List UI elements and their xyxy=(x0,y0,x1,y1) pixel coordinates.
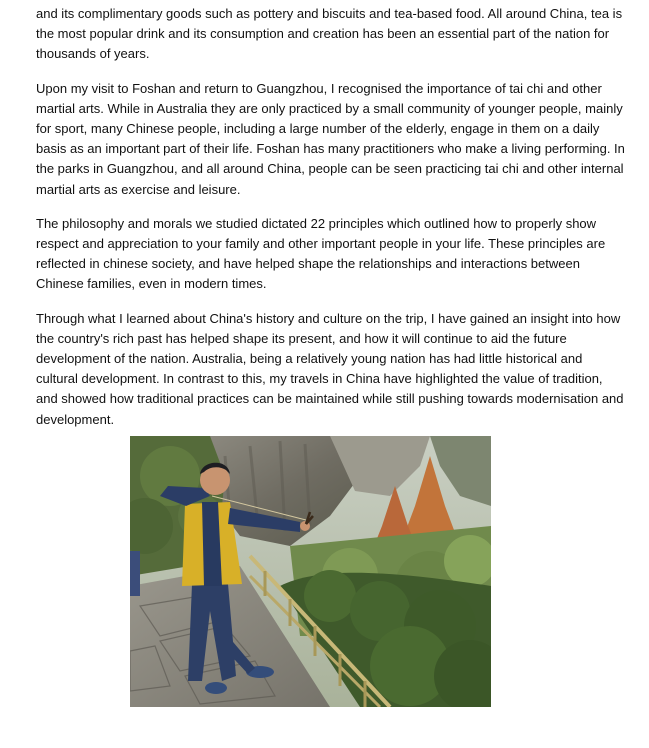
paragraph-martial-arts: Upon my visit to Foshan and return to Guangzhou, I recognised the importance of tai chi and other martial arts. While in Australia they are only practiced by a small community of younger people, mainly for sport, many Chinese people, including a large number of the elderly, engage in them on a daily basis as an important part of their life. Foshan has many practitioners who make a living performing. In the parks in Guangzhou, and all around China, people can be seen practicing tai chi and other internal martial arts as exercise and leisure. xyxy=(36,80,625,197)
document-body xyxy=(36,4,626,444)
paragraph-tea: and its complimentary goods such as pottery and biscuits and tea-based food. All around China, tea is the most popular drink and its consumption and creation has been an essential part of the nation for thousands of years. xyxy=(36,6,623,62)
photo-illustration xyxy=(130,436,491,707)
archer-photo xyxy=(130,436,491,707)
paragraph-philosophy: The philosophy and morals we studied dictated 22 principles which outlined how to properly show respect and appreciation to your family and other important people in your life. These principles are reflected in chinese society, and have helped shape the relationships and interactions between Chinese families, even in modern times. xyxy=(36,215,606,292)
paragraph-history: Through what I learned about China's history and culture on the trip, I have gained an insight into how the country's rich past has helped shape its present, and how it will continue to aid the future development of the nation. Australia, being a relatively young nation has had little historical and cultural development. In contrast to this, my travels in China have highlighted the value of tradition, and showed how traditional practices can be maintained while still pushing towards modernisation and development. xyxy=(36,310,624,427)
